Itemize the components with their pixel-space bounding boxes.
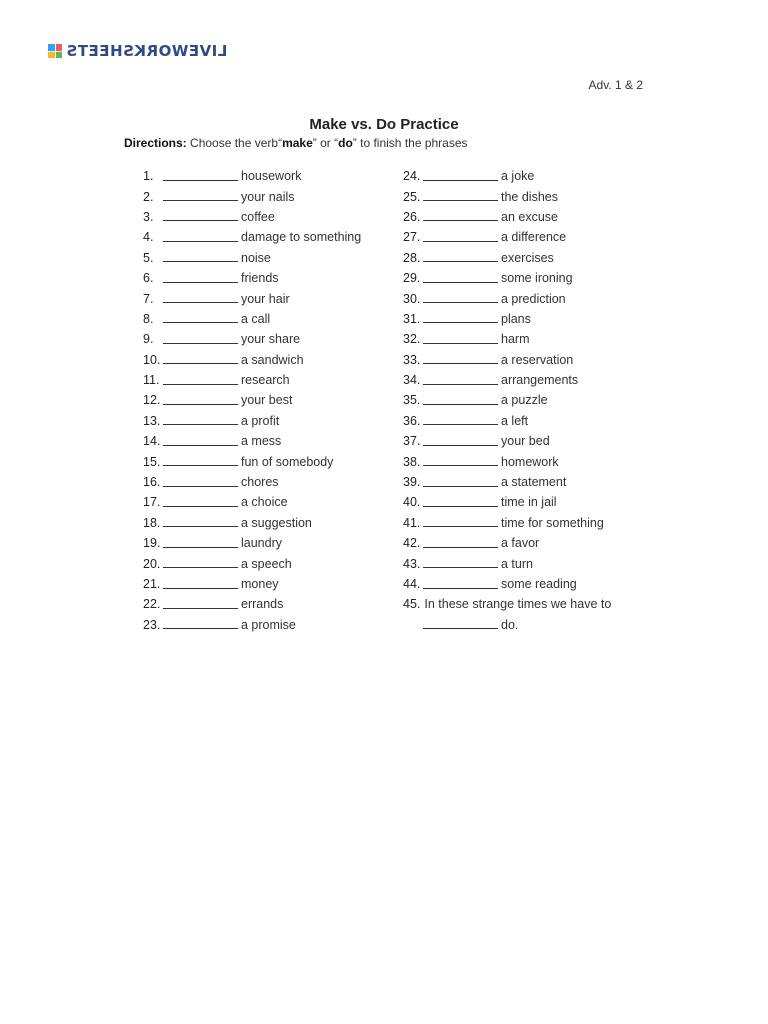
logo-square-blue <box>48 44 55 51</box>
exercise-item <box>143 390 361 410</box>
exercise-item <box>143 553 361 573</box>
item-number: 40. <box>403 495 421 510</box>
directions-make: make <box>282 136 313 150</box>
item-number: 35. <box>403 393 421 408</box>
exercise-item <box>403 207 611 227</box>
exercise-item <box>143 166 361 186</box>
item-number: 24. <box>403 169 421 184</box>
item-number: 2. <box>143 189 154 204</box>
answer-blank[interactable] <box>163 322 238 323</box>
item-number: 7. <box>143 291 154 306</box>
item-number: 6. <box>143 271 154 286</box>
exercise-item <box>403 513 611 533</box>
exercise-item <box>403 533 611 553</box>
item-phrase: an excuse <box>501 209 558 224</box>
answer-blank[interactable] <box>163 363 238 364</box>
item-number: 25. <box>403 189 421 204</box>
exercise-item <box>403 553 611 573</box>
exercise-item <box>403 309 611 329</box>
item-number: 27. <box>403 230 421 245</box>
answer-blank[interactable] <box>423 628 498 629</box>
logo-square-green <box>56 52 63 59</box>
answer-blank[interactable] <box>423 567 498 568</box>
answer-blank[interactable] <box>163 465 238 466</box>
item-number: 10. <box>143 352 161 367</box>
item-number: 36. <box>403 413 421 428</box>
item-number: 19. <box>143 536 161 551</box>
item-number: 31. <box>403 311 421 326</box>
item-number: 4. <box>143 230 154 245</box>
exercise-item <box>143 574 361 594</box>
answer-blank[interactable] <box>163 526 238 527</box>
exercise-item <box>403 227 611 247</box>
answer-blank[interactable] <box>423 261 498 262</box>
answer-blank[interactable] <box>423 302 498 303</box>
item-phrase: exercises <box>501 250 554 265</box>
page-title: Make vs. Do Practice <box>309 116 459 133</box>
exercise-item <box>143 329 361 349</box>
item-phrase: arrangements <box>501 373 579 388</box>
item-phrase: a call <box>241 311 271 326</box>
item-phrase: damage to something <box>241 230 362 245</box>
item-phrase: a favor <box>501 536 540 551</box>
answer-blank[interactable] <box>163 241 238 242</box>
item-phrase: a suggestion <box>241 515 312 530</box>
item-phrase: noise <box>241 250 271 265</box>
item-number: 9. <box>143 332 154 347</box>
item-number: 16. <box>143 475 161 490</box>
item-number: 15. <box>143 454 161 469</box>
item-phrase: a statement <box>501 475 567 490</box>
directions-label: Directions: <box>124 136 187 150</box>
item-number: 14. <box>143 434 161 449</box>
item-number: 30. <box>403 291 421 306</box>
left-column <box>143 166 361 635</box>
item-phrase: research <box>241 373 290 388</box>
item-number: 8. <box>143 311 154 326</box>
answer-blank[interactable] <box>163 282 238 283</box>
exercise-item <box>143 492 361 512</box>
exercise-item <box>403 186 611 206</box>
exercise-item <box>403 370 611 390</box>
logo-square-red <box>56 44 63 51</box>
answer-blank[interactable] <box>423 241 498 242</box>
answer-blank[interactable] <box>163 445 238 446</box>
exercise-item <box>403 492 611 512</box>
item-phrase: some ironing <box>501 271 573 286</box>
item-phrase: chores <box>241 475 279 490</box>
item-number: 12. <box>143 393 161 408</box>
answer-blank[interactable] <box>423 465 498 466</box>
item-phrase: harm <box>501 332 530 347</box>
item-phrase: do. <box>501 617 519 632</box>
class-label: Adv. 1 & 2 <box>588 78 643 92</box>
answer-blank[interactable] <box>163 628 238 629</box>
answer-blank[interactable] <box>163 200 238 201</box>
item-number: 39. <box>403 475 421 490</box>
exercise-item-45 <box>403 594 611 614</box>
item-number: 29. <box>403 271 421 286</box>
exercise-item <box>143 615 361 635</box>
exercise-item <box>143 370 361 390</box>
item-phrase: housework <box>241 169 302 184</box>
item-number: 13. <box>143 413 161 428</box>
answer-blank[interactable] <box>163 261 238 262</box>
answer-blank[interactable] <box>163 180 238 181</box>
exercise-item <box>403 411 611 431</box>
item-number: 11. <box>143 373 160 388</box>
exercise-item <box>143 309 361 329</box>
answer-blank[interactable] <box>423 588 498 589</box>
logo-square-yellow <box>48 52 55 59</box>
item-phrase: plans <box>501 311 531 326</box>
answer-blank[interactable] <box>423 200 498 201</box>
item-number: 44. <box>403 577 421 591</box>
exercise-item <box>143 411 361 431</box>
item-phrase: your best <box>241 393 293 408</box>
exercise-item <box>403 166 611 186</box>
exercise-item <box>403 431 611 451</box>
item-phrase: a sandwich <box>241 352 304 367</box>
exercise-item <box>403 472 611 492</box>
answer-blank[interactable] <box>423 445 498 446</box>
answer-blank[interactable] <box>423 486 498 487</box>
item-number: 1. <box>143 169 154 184</box>
answer-blank[interactable] <box>163 547 238 548</box>
answer-blank[interactable] <box>163 567 238 568</box>
item-number: 18. <box>143 515 161 530</box>
item-number: 26. <box>403 209 421 224</box>
exercise-item <box>143 288 361 308</box>
item-phrase: a mess <box>241 434 282 449</box>
answer-blank[interactable] <box>423 384 498 385</box>
item-number: 37. <box>403 434 421 449</box>
exercise-item <box>143 268 361 288</box>
item-number: 42. <box>403 536 421 551</box>
liveworksheets-logo <box>48 42 227 60</box>
item-number: 5. <box>143 250 154 265</box>
item-phrase: a joke <box>501 169 535 184</box>
item-number: 33. <box>403 352 421 367</box>
item-phrase: homework <box>501 454 559 469</box>
exercise-item <box>143 186 361 206</box>
item-phrase: a puzzle <box>501 393 548 408</box>
item-phrase: your hair <box>241 291 290 306</box>
exercise-item <box>143 248 361 268</box>
answer-blank[interactable] <box>423 526 498 527</box>
item-phrase: a left <box>501 413 529 428</box>
item-phrase: money <box>241 577 279 591</box>
item-number: 41. <box>403 515 421 530</box>
item-number: 45. <box>403 597 421 612</box>
item-phrase: errands <box>241 597 284 612</box>
item-phrase: a choice <box>241 495 288 510</box>
answer-blank[interactable] <box>423 322 498 323</box>
item-number: 22. <box>143 597 161 612</box>
answer-blank[interactable] <box>423 424 498 425</box>
answer-blank[interactable] <box>163 588 238 589</box>
item-phrase: the dishes <box>501 189 558 204</box>
item-phrase: your nails <box>241 189 295 204</box>
exercise-item <box>143 513 361 533</box>
exercise-item <box>403 248 611 268</box>
item-phrase: a promise <box>241 617 296 632</box>
exercise-item <box>143 594 361 614</box>
directions-do: do <box>338 136 353 150</box>
exercise-item <box>143 227 361 247</box>
answer-blank[interactable] <box>163 424 238 425</box>
exercise-item <box>143 451 361 471</box>
item-phrase: your share <box>241 332 301 347</box>
exercise-item <box>403 451 611 471</box>
exercise-item <box>143 207 361 227</box>
answer-blank[interactable] <box>423 363 498 364</box>
answer-blank[interactable] <box>423 404 498 405</box>
item-phrase: your bed <box>501 434 550 449</box>
item-phrase: a turn <box>501 556 533 571</box>
item-phrase: time in jail <box>501 495 557 510</box>
right-column <box>403 166 611 635</box>
item-prompt: In these strange times we have to <box>424 597 612 612</box>
item-phrase: a difference <box>501 230 567 245</box>
exercise-item <box>403 350 611 370</box>
answer-blank[interactable] <box>423 220 498 221</box>
answer-blank[interactable] <box>163 302 238 303</box>
exercise-item-45-continuation <box>403 615 611 635</box>
item-phrase: time for something <box>501 515 604 530</box>
exercise-item <box>143 431 361 451</box>
item-number: 38. <box>403 454 421 469</box>
item-phrase: fun of somebody <box>241 454 334 469</box>
exercise-item <box>403 268 611 288</box>
exercise-item <box>143 533 361 553</box>
item-phrase: a prediction <box>501 291 566 306</box>
item-phrase: a speech <box>241 556 292 571</box>
answer-blank[interactable] <box>423 282 498 283</box>
exercise-item <box>403 574 611 594</box>
directions-text-after: ” to finish the phrases <box>352 136 468 150</box>
directions-text-middle: ” or “ <box>312 136 339 150</box>
item-phrase: a profit <box>241 413 280 428</box>
answer-blank[interactable] <box>163 343 238 344</box>
answer-blank[interactable] <box>163 486 238 487</box>
item-phrase: laundry <box>241 536 282 551</box>
directions <box>124 136 468 150</box>
exercise-item <box>143 472 361 492</box>
item-phrase: friends <box>241 271 279 286</box>
directions-text-before: Choose the verb“ <box>186 136 283 150</box>
answer-blank[interactable] <box>163 384 238 385</box>
exercise-item <box>403 390 611 410</box>
exercise-item <box>403 329 611 349</box>
answer-blank[interactable] <box>163 608 238 609</box>
answer-blank[interactable] <box>423 506 498 507</box>
item-phrase: a reservation <box>501 352 574 367</box>
item-number: 34. <box>403 373 421 388</box>
item-number: 3. <box>143 209 154 224</box>
item-number: 23. <box>143 617 161 632</box>
item-number: 28. <box>403 250 421 265</box>
item-number: 20. <box>143 556 161 571</box>
exercise-item <box>403 288 611 308</box>
item-number: 43. <box>403 556 421 571</box>
logo-text: LIVEWORKSHEETS <box>66 42 228 60</box>
item-number: 21. <box>143 577 161 591</box>
answer-blank[interactable] <box>423 180 498 181</box>
answer-blank[interactable] <box>423 343 498 344</box>
item-phrase: coffee <box>241 209 275 224</box>
logo-squares-icon <box>48 44 62 58</box>
item-number: 32. <box>403 332 421 347</box>
answer-blank[interactable] <box>163 506 238 507</box>
exercise-item <box>143 350 361 370</box>
item-number: 17. <box>143 495 161 510</box>
item-phrase: some reading <box>501 577 577 591</box>
answer-blank[interactable] <box>423 547 498 548</box>
answer-blank[interactable] <box>163 404 238 405</box>
answer-blank[interactable] <box>163 220 238 221</box>
